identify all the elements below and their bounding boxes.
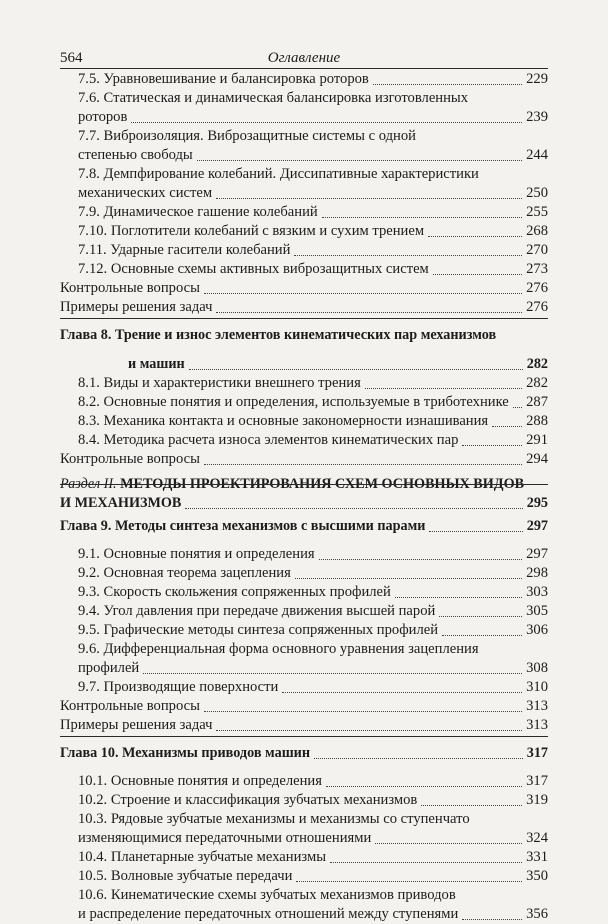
toc-entry	[60, 260, 548, 279]
page-ref: 356	[526, 906, 548, 922]
toc-entry-title: механических систем	[78, 185, 213, 201]
dot-leader	[319, 559, 522, 560]
part-title-line: МЕТОДЫ ПРОЕКТИРОВАНИЯ СХЕМ ОСНОВНЫХ ВИДОВ	[120, 476, 525, 492]
dot-leader	[433, 274, 522, 275]
toc-entry-title: 7.11. Ударные гасители колебаний	[78, 242, 291, 258]
toc-entry-line: Глава 8. Трение и износ элементов кинематических пар механизмов	[60, 327, 497, 343]
toc-entry-title: степенью свободы	[78, 147, 193, 163]
toc-entry-title: 10.4. Планетарные зубчатые механизмы	[78, 849, 326, 865]
toc-entry-title: 10.5. Волновые зубчатые передачи	[78, 868, 293, 884]
page-ref: 255	[526, 204, 548, 220]
page-ref: 288	[526, 413, 548, 429]
toc-entry	[60, 222, 548, 241]
toc-entry	[60, 772, 548, 791]
toc-entry-title: Контрольные вопросы	[60, 451, 200, 467]
dot-leader	[428, 236, 522, 237]
dot-leader	[143, 673, 522, 674]
dot-leader	[204, 464, 522, 465]
page-ref: 317	[526, 773, 548, 789]
dot-leader	[462, 445, 522, 446]
dot-leader	[216, 312, 522, 313]
page-ref: 268	[526, 223, 548, 239]
toc-entry	[60, 298, 548, 317]
page-ref: 282	[526, 356, 548, 372]
toc-entry-title: роторов	[78, 109, 128, 125]
dot-leader	[395, 597, 522, 598]
dot-leader	[439, 616, 522, 617]
toc-entry	[60, 326, 548, 374]
toc-entry	[60, 374, 548, 393]
chapter-divider	[60, 318, 548, 319]
toc-entry-title: 8.3. Механика контакта и основные закономерности изнашивания	[78, 413, 489, 429]
page-ref: 319	[526, 792, 548, 808]
toc-entry-title: Примеры решения задач	[60, 717, 213, 733]
toc-entry	[60, 697, 548, 716]
toc-entry-title: И МЕХАНИЗМОВ	[60, 495, 182, 511]
dot-leader	[373, 84, 522, 85]
toc-entry-title: 7.9. Динамическое гашение колебаний	[78, 204, 318, 220]
dot-leader	[294, 255, 522, 256]
toc-entry	[60, 393, 548, 412]
dot-leader	[216, 730, 522, 731]
page-ref: 244	[526, 147, 548, 163]
page-ref: 350	[526, 868, 548, 884]
page-ref: 297	[526, 546, 548, 562]
toc-entry	[60, 621, 548, 640]
toc-entry	[60, 279, 548, 298]
page-ref: 308	[526, 660, 548, 676]
toc-entry-line: 9.6. Дифференциальная форма основного уравнения зацепления	[78, 641, 479, 657]
toc-entry	[60, 886, 548, 924]
toc-entry-title: профилей	[78, 660, 140, 676]
toc-entry	[60, 640, 548, 678]
page-ref: 310	[526, 679, 548, 695]
toc-entry-title: 9.4. Угол давления при передаче движения высшей парой	[78, 603, 436, 619]
page-ref: 297	[526, 518, 548, 534]
page-ref: 313	[526, 717, 548, 733]
page-ref: 295	[526, 495, 548, 511]
part-prefix: Раздел II.	[60, 476, 117, 492]
toc-entry-title: Примеры решения задач	[60, 299, 213, 315]
toc-entry-title: Контрольные вопросы	[60, 698, 200, 714]
page-ref: 294	[526, 451, 548, 467]
toc-entry	[60, 716, 548, 735]
toc-entry	[60, 602, 548, 621]
dot-leader	[185, 508, 522, 509]
page-ref: 270	[526, 242, 548, 258]
dot-leader	[131, 122, 522, 123]
toc-entry	[60, 127, 548, 165]
toc-entry	[60, 450, 548, 469]
toc-entry-title: изменяющимися передаточными отношениями	[78, 830, 372, 846]
page-number: 564	[60, 50, 83, 66]
toc-entry	[60, 791, 548, 810]
page-ref: 282	[526, 375, 548, 391]
dot-leader	[462, 919, 522, 920]
toc-entry	[60, 678, 548, 697]
chapter-divider	[60, 484, 548, 485]
toc-entry	[60, 545, 548, 564]
toc-entry-title: Контрольные вопросы	[60, 280, 200, 296]
toc-entry-line: 10.6. Кинематические схемы зубчатых механизмов приводов	[78, 887, 456, 903]
toc-entry-title: 9.3. Скорость скольжения сопряженных профилей	[78, 584, 391, 600]
toc-entry	[60, 412, 548, 431]
dot-leader	[365, 388, 522, 389]
dot-leader	[330, 862, 522, 863]
page-ref: 276	[526, 280, 548, 296]
toc-entry	[60, 517, 548, 536]
toc-entry-title: Глава 10. Механизмы приводов машин	[60, 745, 311, 761]
page-ref: 305	[526, 603, 548, 619]
page-ref: 303	[526, 584, 548, 600]
toc-entry	[60, 848, 548, 867]
toc-entry	[60, 810, 548, 848]
toc-entry-title: 7.5. Уравновешивание и балансировка роторов	[78, 71, 369, 87]
dot-leader	[296, 881, 522, 882]
page-ref: 324	[526, 830, 548, 846]
dot-leader	[314, 758, 523, 759]
dot-leader	[429, 531, 522, 532]
toc-entry-title: и распределение передаточных отношений между ступенями	[78, 906, 459, 922]
toc-entry-title: 7.12. Основные схемы активных виброзащитных систем	[78, 261, 429, 277]
toc-entry-title: 9.7. Производящие поверхности	[78, 679, 279, 695]
toc-entry-title: 9.5. Графические методы синтеза сопряженных профилей	[78, 622, 439, 638]
dot-leader	[295, 578, 522, 579]
toc-entry-title: 8.4. Методика расчета износа элементов кинематических пар	[78, 432, 459, 448]
dot-leader	[216, 198, 522, 199]
toc-entry-title: 8.2. Основные понятия и определения, используемые в триботехнике	[78, 394, 509, 410]
toc-entry	[60, 583, 548, 602]
page-ref: 331	[526, 849, 548, 865]
page-ref: 287	[526, 394, 548, 410]
dot-leader	[204, 293, 522, 294]
page-ref: 239	[526, 109, 548, 125]
toc-entry-line: 7.6. Статическая и динамическая балансировка изготовленных	[78, 90, 469, 106]
header-rule	[60, 68, 548, 69]
toc-entry	[60, 89, 548, 127]
dot-leader	[513, 407, 522, 408]
page-ref: 273	[526, 261, 548, 277]
dot-leader	[322, 217, 522, 218]
page-ref: 317	[526, 745, 548, 761]
dot-leader	[204, 711, 522, 712]
page-ref: 298	[526, 565, 548, 581]
dot-leader	[189, 369, 523, 370]
dot-leader	[326, 786, 522, 787]
toc-entry	[60, 241, 548, 260]
page-ref: 250	[526, 185, 548, 201]
toc-entry	[60, 475, 548, 513]
toc-entry	[60, 70, 548, 89]
page-ref: 313	[526, 698, 548, 714]
toc-entry-title: Глава 9. Методы синтеза механизмов с высшими парами	[60, 518, 426, 534]
toc-entry-title: 10.1. Основные понятия и определения	[78, 773, 322, 789]
toc-entry	[60, 744, 548, 763]
toc-entry	[60, 165, 548, 203]
chapter-divider	[60, 736, 548, 737]
dot-leader	[282, 692, 522, 693]
toc-entry-line: 10.3. Рядовые зубчатые механизмы и механизмы со ступенчато	[78, 811, 470, 827]
dot-leader	[442, 635, 522, 636]
toc-entry	[60, 431, 548, 450]
page-ref: 291	[526, 432, 548, 448]
page-ref: 306	[526, 622, 548, 638]
dot-leader	[375, 843, 522, 844]
toc-entry-title: 10.2. Строение и классификация зубчатых механизмов	[78, 792, 418, 808]
dot-leader	[492, 426, 522, 427]
toc-entry-title: 8.1. Виды и характеристики внешнего трения	[78, 375, 361, 391]
toc-entry-line: 7.7. Виброизоляция. Виброзащитные системы с одной	[78, 128, 416, 144]
dot-leader	[197, 160, 522, 161]
dot-leader	[421, 805, 522, 806]
toc-entry-line: 7.8. Демпфирование колебаний. Диссипативные характеристики	[78, 166, 479, 182]
page-ref: 276	[526, 299, 548, 315]
toc-entry-title: 7.10. Поглотители колебаний с вязким и сухим трением	[78, 223, 425, 239]
page-ref: 229	[526, 71, 548, 87]
toc-entry	[60, 867, 548, 886]
toc-entry-title: 9.1. Основные понятия и определения	[78, 546, 315, 562]
running-title: Оглавление	[267, 50, 341, 66]
toc-entry	[60, 203, 548, 222]
toc-entry	[60, 564, 548, 583]
toc-entry-title: 9.2. Основная теорема зацепления	[78, 565, 291, 581]
toc-entry-title: и машин	[128, 356, 185, 372]
